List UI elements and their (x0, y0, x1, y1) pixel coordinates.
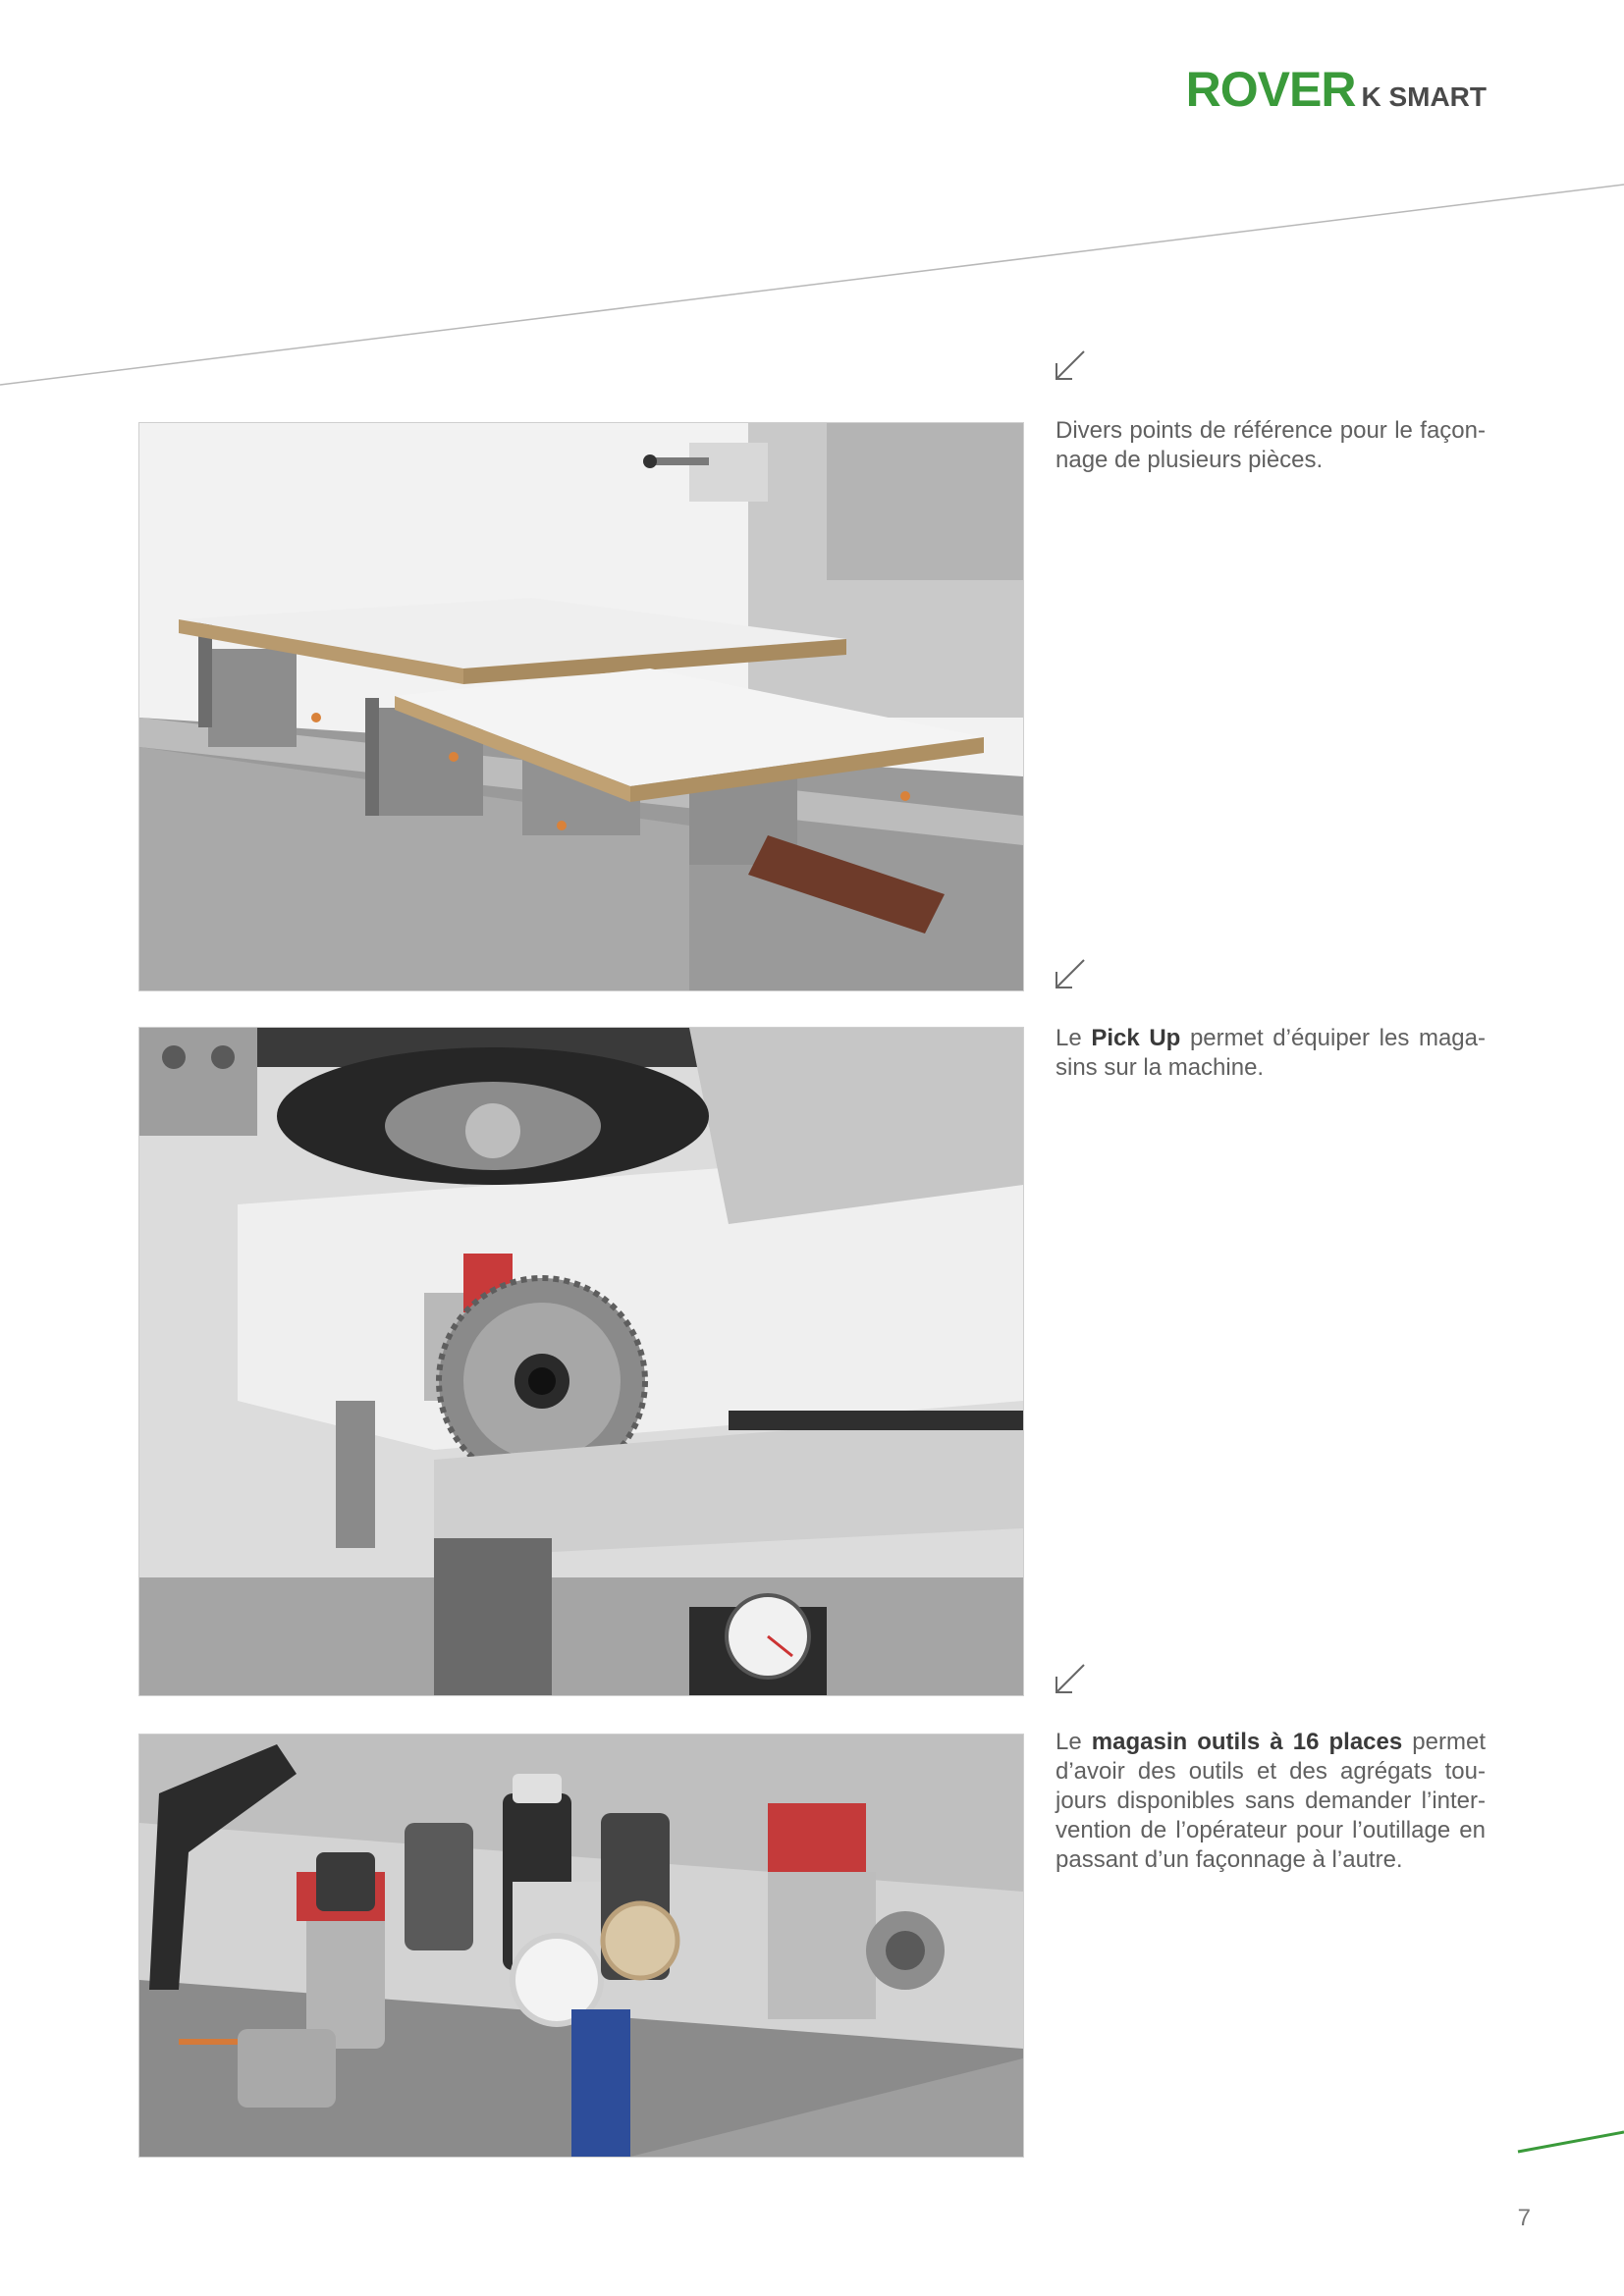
caption-post: permet d’avoir des outils et des agrégats toujours disponibles sans demander l’intervention de l’opérateur pour l’outillage en passant d’un façonnage à l’autre. (1056, 1729, 1486, 1873)
arrow-down-left-icon (1053, 1661, 1088, 1696)
photo-tool-magazine (138, 1734, 1024, 2158)
caption-reference-points (1056, 416, 1486, 475)
green-accent-line (1518, 2132, 1624, 2152)
arrow-down-left-icon (1053, 956, 1088, 991)
diagonal-divider-line (0, 185, 1624, 385)
caption-bold: Pick Up (1091, 1025, 1181, 1051)
page-number: 7 (1517, 2205, 1531, 2231)
arrow-down-left-icon (1053, 347, 1088, 383)
caption-pick-up (1056, 1024, 1486, 1083)
photo-pick-up (138, 1027, 1024, 1696)
caption-bold: magasin outils à 16 places (1091, 1729, 1403, 1755)
brand-model: K SMART (1361, 81, 1487, 112)
photo-reference-points (138, 422, 1024, 991)
caption-pre: Le (1056, 1729, 1092, 1755)
caption-tool-magazine (1056, 1728, 1486, 1875)
caption-text: Divers points de référence pour le façonnage de plusieurs pièces. (1056, 417, 1486, 473)
brand-name: ROVER (1185, 62, 1356, 117)
caption-post: permet d’équiper les magasins sur la machine. (1056, 1025, 1486, 1081)
caption-pre: Le (1056, 1025, 1092, 1051)
